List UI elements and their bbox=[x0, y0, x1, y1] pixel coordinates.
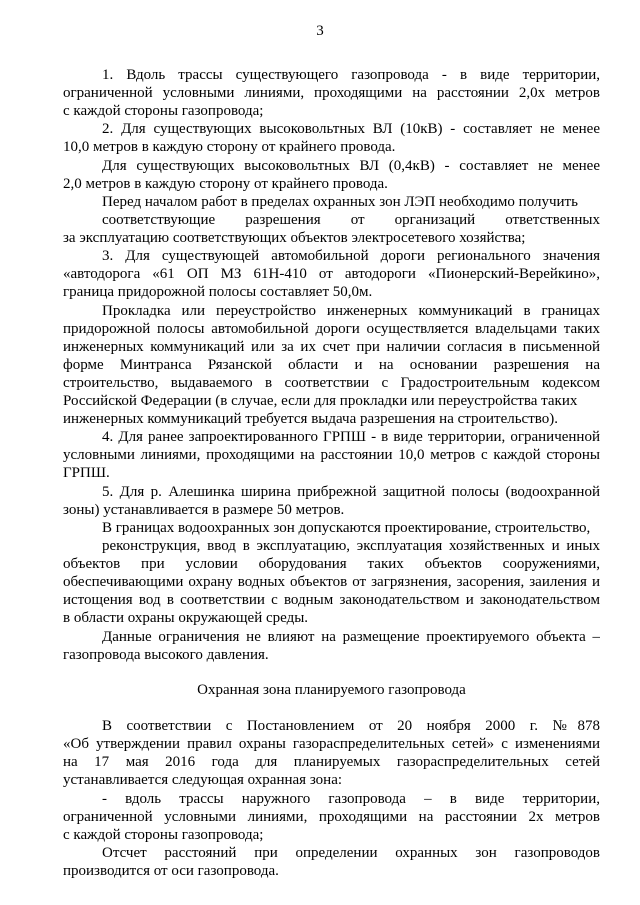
text-line: граница придорожной полосы составляет 50,0м. bbox=[63, 284, 373, 300]
text-line: В соответствии с Постановлением от 20 ноября 2000 г. №878 bbox=[102, 718, 600, 734]
text-line: устанавливается следующая охранная зона: bbox=[63, 772, 343, 788]
text-line: объектов при условии оборудования таких объектов сооружениями, bbox=[63, 556, 600, 572]
text-line: форме Минтранса Рязанской области и на основании разрешения на bbox=[63, 357, 600, 373]
text-line: Данные ограничения не влияют на размещение проектируемого объекта – bbox=[102, 629, 600, 645]
text-line: 5. Для р. Алешинка ширина прибрежной защитной полосы (водоохранной bbox=[102, 484, 600, 500]
text-line: с каждой стороны газопровода; bbox=[63, 827, 264, 843]
text-line: 10,0 метров в каждую сторону от крайнего провода. bbox=[63, 139, 396, 155]
text-line: В границах водоохранных зон допускаются проектирование, строительство, bbox=[102, 520, 591, 536]
text-line: Прокладка или переустройство инженерных коммуникаций в границах bbox=[102, 303, 600, 319]
text-line: реконструкция, ввод в эксплуатацию, эксплуатация хозяйственных и иных bbox=[102, 538, 600, 554]
page-number: 3 bbox=[316, 23, 324, 39]
text-line: 1. Вдоль трассы существующего газопровода - в виде территории, bbox=[102, 67, 600, 83]
text-line: Для существующих высоковольтных ВЛ (0,4кВ) - составляет не менее bbox=[102, 158, 600, 174]
text-line: в области охраны окружающей среды. bbox=[63, 610, 309, 626]
text-line: инженерных коммуникаций или за их счет при наличии согласия в письменной bbox=[63, 339, 600, 355]
text-line: условными линиями, проходящими на расстоянии 10,0 метров с каждой стороны bbox=[63, 447, 600, 463]
section-heading: Охранная зона планируемого газопровода bbox=[197, 682, 466, 698]
text-line: строительство, выдаваемого в соответствии с Градостроительным кодексом bbox=[63, 375, 600, 391]
text-line: ограниченной условными линиями, проходящими на расстоянии 2,0х метров bbox=[63, 85, 600, 101]
text-line: ограниченной условными линиями, проходящими на расстоянии 2х метров bbox=[63, 809, 600, 825]
text-line: 2,0 метров в каждую сторону от крайнего провода. bbox=[63, 176, 388, 192]
text-line: 2. Для существующих высоковольтных ВЛ (10кВ) - составляет не менее bbox=[102, 121, 600, 137]
text-line: 4. Для ранее запроектированного ГРПШ - в виде территории, ограниченной bbox=[102, 429, 600, 445]
text-line: придорожной полосы автомобильной дороги осуществляется владельцами таких bbox=[63, 321, 600, 337]
text-line: с каждой стороны газопровода; bbox=[63, 103, 264, 119]
text-line: соответствующие разрешения от организаций ответственных bbox=[102, 212, 600, 228]
text-line: обеспечивающими охрану водных объектов от загрязнения, засорения, заиления и bbox=[63, 574, 600, 590]
text-line: Отсчет расстояний при определении охранных зон газопроводов bbox=[102, 845, 600, 861]
text-line: «Об утверждении правил охраны газораспределительных сетей» с изменениями bbox=[63, 736, 600, 752]
text-line: Российской Федерации (в случае, если для прокладки или переустройства таких bbox=[63, 393, 578, 409]
text-line: истощения вод в соответствии с водным законодательством и законодательством bbox=[63, 592, 600, 608]
text-line: ГРПШ. bbox=[63, 465, 110, 481]
text-line: за эксплуатацию соответствующих объектов электросетевого хозяйства; bbox=[63, 230, 526, 246]
text-line: «автодорога «61 ОП МЗ 61Н-410 от автодороги «Пионерский-Верейкино», bbox=[63, 266, 600, 282]
text-line: Перед началом работ в пределах охранных зон ЛЭП необходимо получить bbox=[102, 194, 578, 210]
list-item: - вдоль трассы наружного газопровода – в виде территории, bbox=[102, 791, 600, 807]
text-line: инженерных коммуникаций требуется выдача разрешения на строительство). bbox=[63, 411, 558, 427]
text-line: зоны) устанавливается в размере 50 метров. bbox=[63, 502, 345, 518]
text-line: на 17 мая 2016 года для планируемых газораспределительных сетей bbox=[63, 754, 600, 770]
text-line: газопровода высокого давления. bbox=[63, 647, 269, 663]
text-line: 3. Для существующей автомобильной дороги регионального значения bbox=[102, 248, 600, 264]
text-line: производится от оси газопровода. bbox=[63, 863, 279, 879]
